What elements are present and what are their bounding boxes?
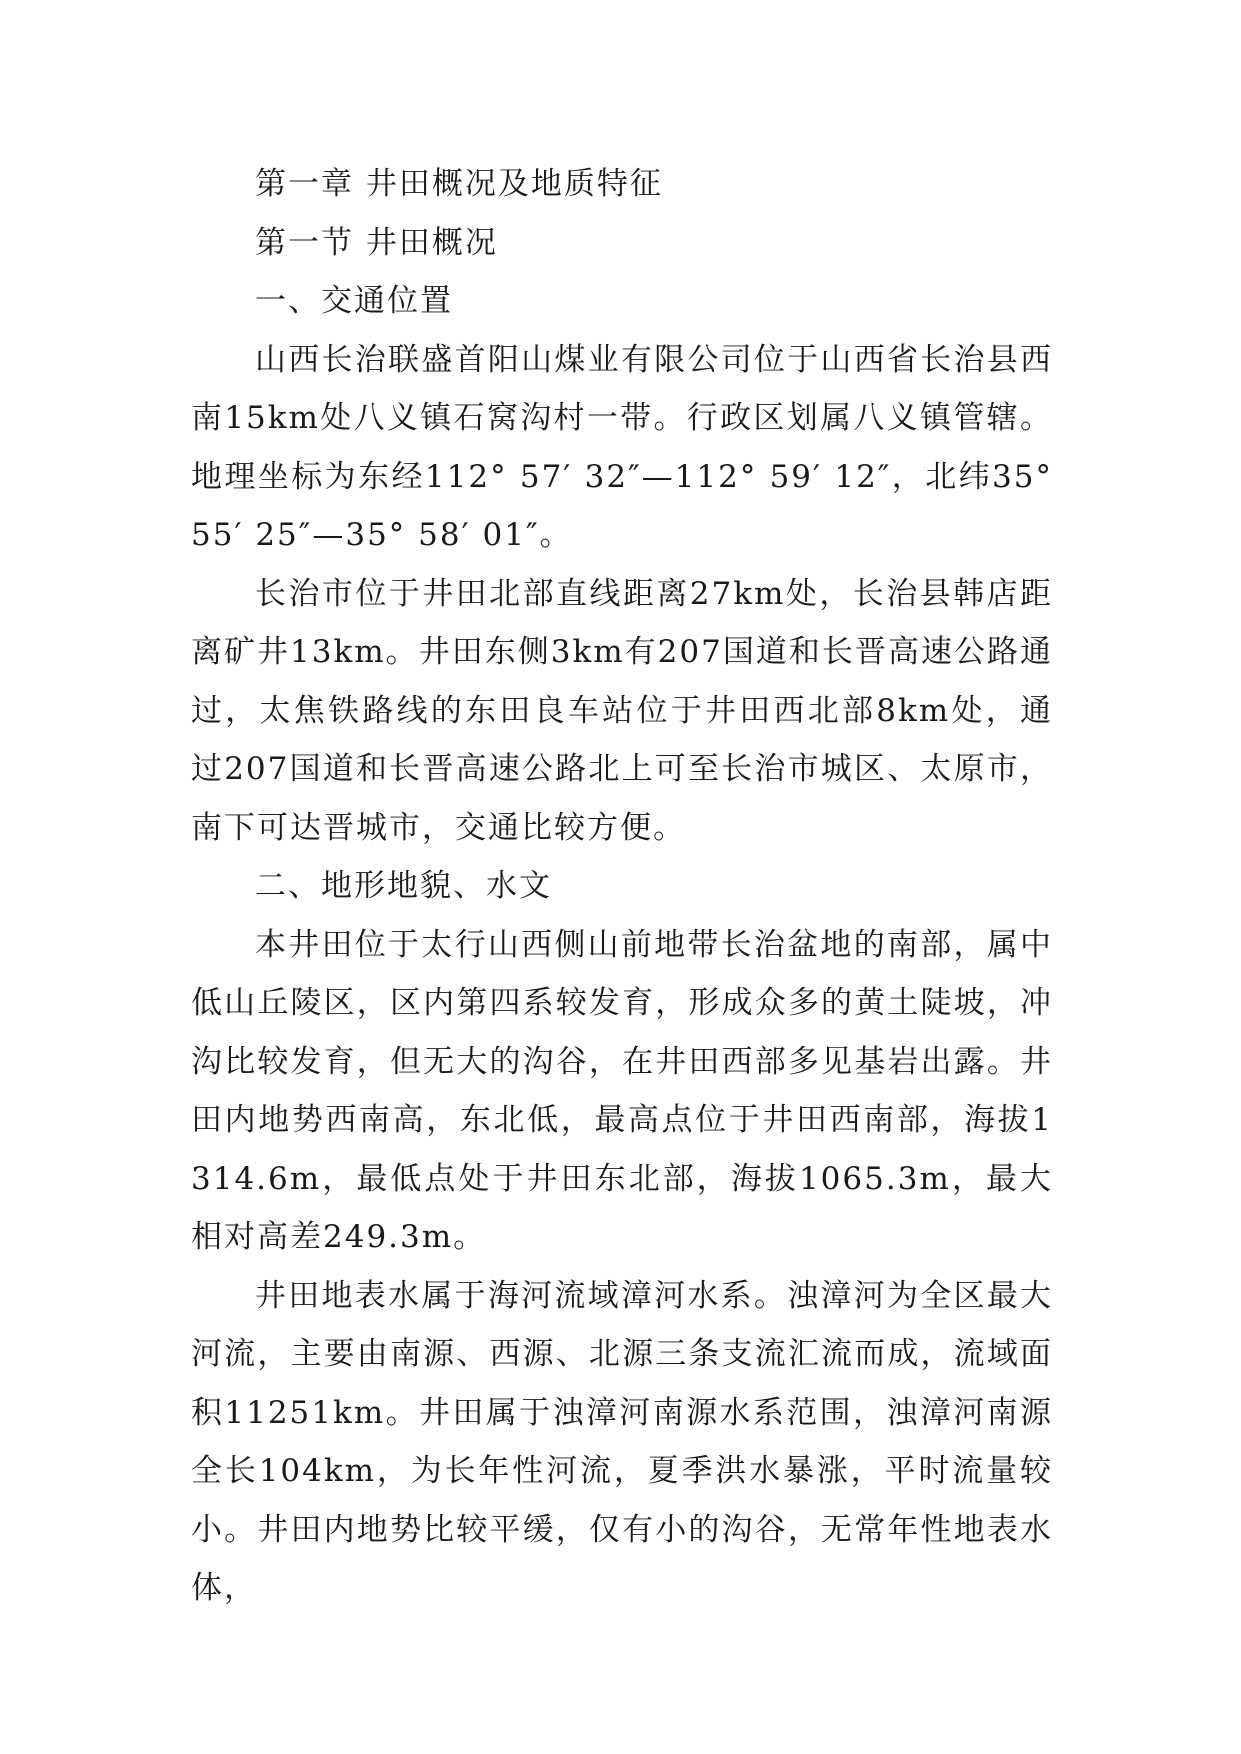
section-title: 第一节 井田概况: [255, 224, 498, 261]
paragraph-location: 山西长治联盛首阳山煤业有限公司位于山西省长治县西南15km处八义镇石窝沟村一带。行政区划属八义镇管辖。地理坐标为东经112° 57′ 32″—112° 59′ 12″，北纬35° 55′ 25″—35° 58′ 01″。: [191, 341, 1053, 553]
document-body: [191, 155, 1053, 1618]
paragraph-transport: 长治市位于井田北部直线距离27km处，长治县韩店距离矿井13km。井田东侧3km有207国道和长晋高速公路通过，太焦铁路线的东田良车站位于井田西北部8km处，通过207国道和长晋高速公路北上可至长治市城区、太原市，南下可达晋城市，交通比较方便。: [191, 575, 1053, 846]
chapter-title: 第一章 井田概况及地质特征: [255, 166, 663, 202]
paragraph-terrain: 本井田位于太行山西侧山前地带长治盆地的南部，属中低山丘陵区，区内第四系较发育，形成众多的黄土陡坡，冲沟比较发育，但无大的沟谷，在井田西部多见基岩出露。井田内地势西南高，东北低，最高点位于井田西南部，海拔1314.6m，最低点处于井田东北部，海拔1065.3m，最大相对高差249.3m。: [191, 926, 1053, 1255]
paragraph-hydrology: 井田地表水属于海河流域漳河水系。浊漳河为全区最大河流，主要由南源、西源、北源三条支流汇流而成，流域面积11251km。井田属于浊漳河南源水系范围，浊漳河南源全长104km，为长年性河流，夏季洪水暴涨，平时流量较小。井田内地势比较平缓，仅有小的沟谷，无常年性地表水体，: [191, 1277, 1053, 1606]
subsection-title-transport: 一、交通位置: [255, 283, 453, 319]
subsection-title-terrain: 二、地形地貌、水文: [255, 868, 552, 904]
